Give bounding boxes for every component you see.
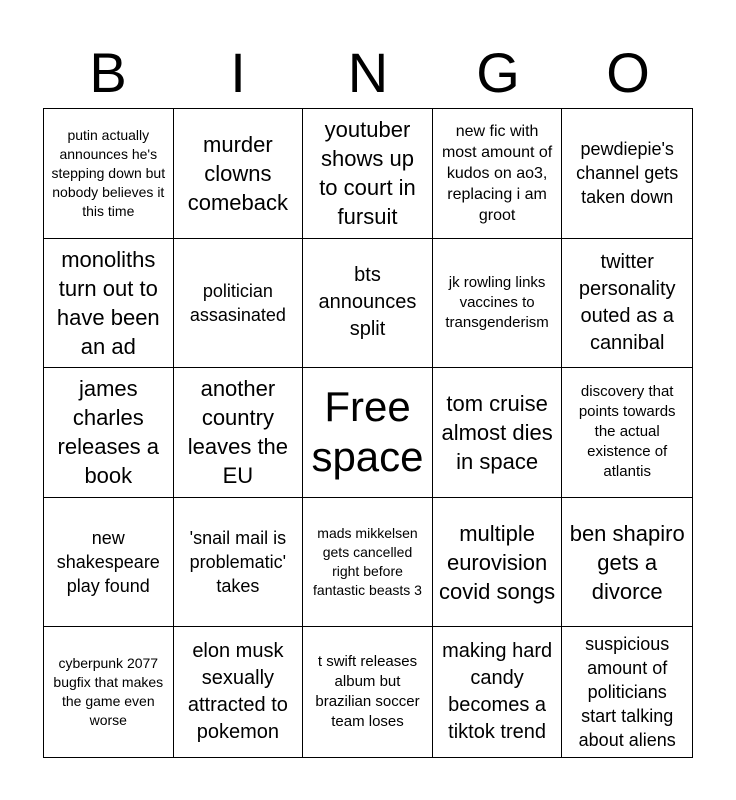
bingo-cell-r1c5[interactable]: [562, 109, 692, 239]
bingo-cell-text: cyberpunk 2077 bugfix that makes the game even worse: [53, 655, 164, 729]
bingo-cell-text: murder clowns comeback: [187, 131, 289, 215]
bingo-cell-r5c4[interactable]: [433, 627, 563, 757]
bingo-cell-text: making hard candy becomes a tiktok trend: [442, 640, 553, 744]
bingo-cell-text: mads mikkelsen gets cancelled right before fantastic beasts 3: [313, 525, 422, 599]
bingo-cell-r4c2[interactable]: [174, 498, 304, 628]
bingo-cell-r2c5[interactable]: [562, 239, 692, 369]
bingo-cell-text: bts announces split: [318, 264, 417, 341]
header-letter-i: I: [230, 41, 246, 104]
bingo-board: [43, 108, 693, 758]
bingo-cell-r3c1[interactable]: [44, 368, 174, 498]
bingo-cell-text: t swift releases album but brazilian soccer team loses: [315, 653, 420, 731]
bingo-cell-text: multiple eurovision covid songs: [439, 520, 556, 604]
header-letter-b: B: [89, 41, 127, 104]
bingo-cell-text: pewdiepie's channel gets taken down: [576, 139, 679, 208]
bingo-cell-r5c2[interactable]: [174, 627, 304, 757]
bingo-cell-text: another country leaves the EU: [187, 376, 289, 489]
bingo-cell-text: new shakespeare play found: [56, 528, 160, 597]
bingo-cell-text: politician assasinated: [189, 280, 286, 325]
bingo-cell-text: monoliths turn out to have been an ad: [56, 246, 160, 359]
bingo-cell-r4c1[interactable]: [44, 498, 174, 628]
header-letter-o: O: [606, 41, 650, 104]
bingo-cell-r5c3[interactable]: [303, 627, 433, 757]
bingo-cell-r4c4[interactable]: [433, 498, 563, 628]
bingo-cell-r1c4[interactable]: [433, 109, 563, 239]
header-letter-g: G: [476, 41, 520, 104]
bingo-cell-r3c5[interactable]: [562, 368, 692, 498]
bingo-cell-text: jk rowling links vaccines to transgenderism: [445, 273, 549, 331]
bingo-cell-text: youtuber shows up to court in fursuit: [319, 117, 416, 230]
bingo-cell-r5c1[interactable]: [44, 627, 174, 757]
bingo-cell-r1c2[interactable]: [174, 109, 304, 239]
bingo-cell-r4c3[interactable]: [303, 498, 433, 628]
bingo-cell-r1c3[interactable]: [303, 109, 433, 239]
bingo-cell-r2c3[interactable]: [303, 239, 433, 369]
header-letter-n: N: [347, 41, 389, 104]
bingo-cell-text: putin actually announces he's stepping down but nobody believes it this time: [51, 126, 166, 219]
bingo-cell-r4c5[interactable]: [562, 498, 692, 628]
bingo-cell-text: ben shapiro gets a divorce: [569, 520, 685, 604]
bingo-cell-r1c1[interactable]: [44, 109, 174, 239]
bingo-cell-text: elon musk sexually attracted to pokemon: [187, 640, 288, 744]
bingo-cell-text: james charles releases a book: [57, 376, 160, 489]
free-space-label: Free space: [311, 383, 424, 481]
bingo-cell-text: 'snail mail is problematic' takes: [189, 528, 287, 597]
bingo-cell-r3c4[interactable]: [433, 368, 563, 498]
bingo-cell-free-space[interactable]: [303, 368, 433, 498]
bingo-cell-text: tom cruise almost dies in space: [441, 390, 553, 474]
bingo-cell-r2c2[interactable]: [174, 239, 304, 369]
bingo-header: [43, 38, 693, 108]
bingo-cell-r2c4[interactable]: [433, 239, 563, 369]
bingo-cell-text: discovery that points towards the actual existence of atlantis: [578, 383, 676, 481]
bingo-cell-r2c1[interactable]: [44, 239, 174, 369]
bingo-cell-r3c2[interactable]: [174, 368, 304, 498]
bingo-cell-text: suspicious amount of politicians start talking about aliens: [578, 634, 676, 751]
bingo-cell-text: new fic with most amount of kudos on ao3, replacing i am groot: [441, 122, 553, 224]
bingo-cell-text: twitter personality outed as a cannibal: [578, 250, 676, 354]
bingo-cell-r5c5[interactable]: [562, 627, 692, 757]
